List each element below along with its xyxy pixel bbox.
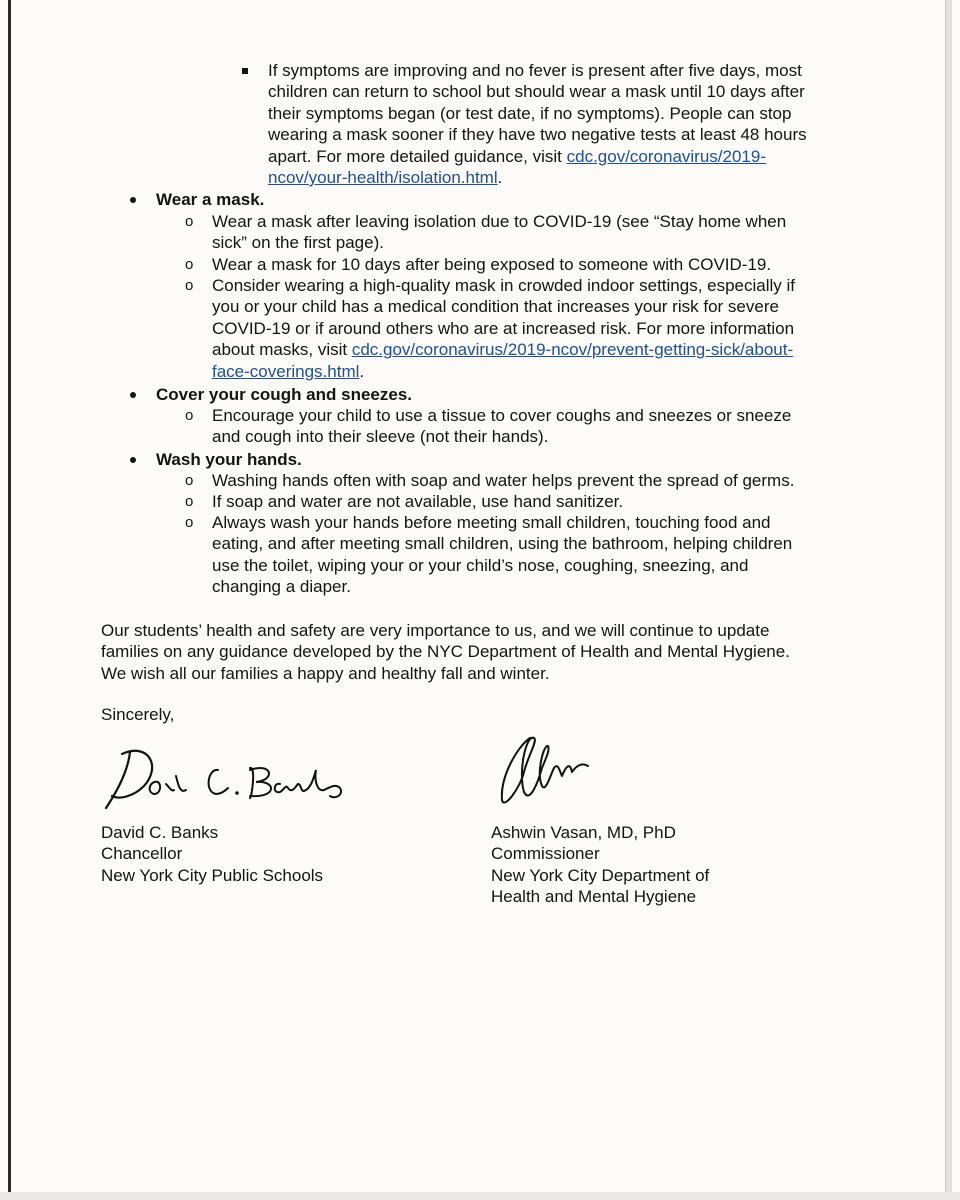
sincerely-text: Sincerely, <box>101 705 175 724</box>
masks-info-link-cont[interactable]: face-coverings.html <box>212 361 360 381</box>
text-line: ncov/your-health/isolation.html. <box>268 168 503 188</box>
bullet-icon <box>130 392 136 398</box>
page-edge-right <box>945 0 952 1200</box>
square-bullet-icon <box>242 68 248 74</box>
mask-item-exposure: Wear a mask for 10 days after being exposed to someone with COVID-19. <box>212 255 772 274</box>
section-heading-mask: Wear a mask. <box>156 190 265 209</box>
signatory-name: David C. Banks <box>101 823 219 842</box>
text-line: apart. For more detailed guidance, visit cdc.gov/coronavirus/2019- <box>268 146 766 166</box>
page-edge-bottom <box>0 1192 960 1200</box>
hands-item-always: Always wash your hands before meeting small children, touching food and eating, and after meeting small children, using the bathroom, helping children use the toilet, wiping your or your child’s nose, coughing, sneezing, and changing a diaper. <box>212 513 793 597</box>
masks-info-link[interactable]: cdc.gov/coronavirus/2019-ncov/prevent-getting-sick/about- <box>351 340 794 360</box>
closing-paragraph: Our students’ health and safety are very importance to us, and we will continue to update families on any guidance developed by the NYC Department of Health and Mental Hygiene. We wish all our families a happy and healthy fall and winter. <box>101 621 790 683</box>
mask-item-isolation: Wear a mask after leaving isolation due to COVID-19 (see “Stay home when sick” on the first page). <box>212 212 787 253</box>
banks-signature <box>100 740 360 815</box>
vasan-signature <box>490 732 610 812</box>
signatory-name: Ashwin Vasan, MD, PhD <box>491 823 676 842</box>
mask-item-high-quality: Consider wearing a high-quality mask in crowded indoor settings, especially if you or your child has a medical condition that increases your risk for severe COVID-19 or if around others who are at increased risk. For more information about masks, visit cdc.gov/coronavirus/2019-ncov/prevent-getting-sick/about- face-coverings.html. <box>212 276 796 381</box>
circle-bullet-icon: o <box>185 256 194 273</box>
signatory-org: New York City Public Schools <box>101 865 324 885</box>
circle-bullet-icon: o <box>185 514 194 531</box>
isolation-guidance-item <box>268 60 807 188</box>
hands-item-sanitizer: If soap and water are not available, use hand sanitizer. <box>212 492 624 511</box>
signatory-banks <box>101 822 323 886</box>
circle-bullet-icon: o <box>185 407 194 424</box>
text-line: their symptoms began (or test date, if no symptoms). People can stop <box>268 103 792 123</box>
signatory-title: Chancellor <box>101 844 183 864</box>
circle-bullet-icon: o <box>185 277 194 294</box>
signatory-org: Health and Mental Hygiene <box>491 887 697 907</box>
circle-bullet-icon: o <box>185 472 194 489</box>
circle-bullet-icon: o <box>185 493 194 510</box>
text-line: children can return to school but should wear a mask until 10 days after <box>268 82 805 102</box>
isolation-guidance-link-cont[interactable]: ncov/your-health/isolation.html <box>268 168 498 188</box>
circle-bullet-icon: o <box>185 213 194 230</box>
section-heading-hands: Wash your hands. <box>156 450 302 469</box>
signatory-org: New York City Department of <box>491 865 710 885</box>
isolation-guidance-link[interactable]: cdc.gov/coronavirus/2019- <box>566 146 766 166</box>
page-edge-left <box>8 0 11 1200</box>
signatory-title: Commissioner <box>491 844 600 864</box>
signatory-vasan <box>491 822 709 908</box>
cough-item-tissue: Encourage your child to use a tissue to cover coughs and sneezes or sneeze and cough into their sleeve (not their hands). <box>212 406 792 447</box>
text-line: If symptoms are improving and no fever is present after five days, most <box>268 61 802 80</box>
text-line: wearing a mask sooner if they have two negative tests at least 48 hours <box>268 125 807 145</box>
bullet-icon <box>130 457 136 463</box>
bullet-icon <box>130 197 136 203</box>
hands-item-soap: Washing hands often with soap and water helps prevent the spread of germs. <box>212 471 795 490</box>
section-heading-cough: Cover your cough and sneezes. <box>156 385 413 404</box>
